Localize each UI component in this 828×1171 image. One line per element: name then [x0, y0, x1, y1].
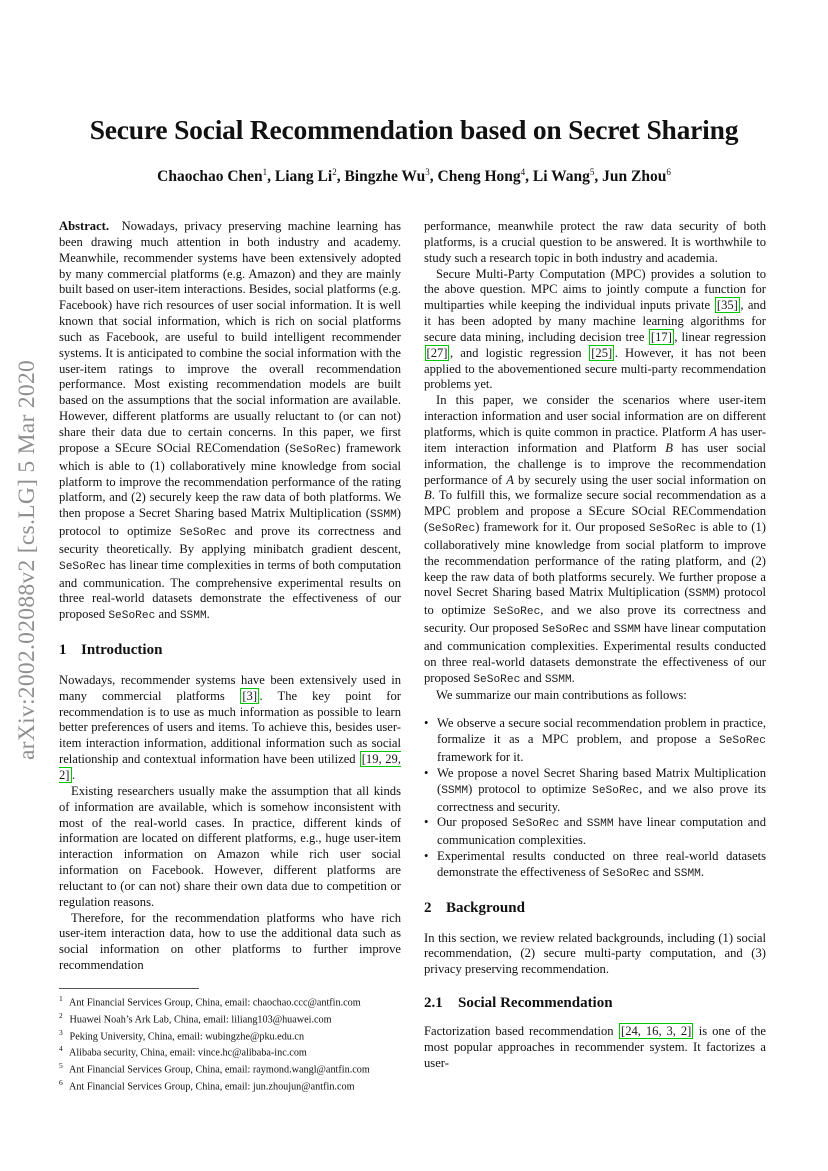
footnote: $^1$ Ant Financial Services Group, China, email: chaochao.ccc@antfin.com: [59, 993, 361, 1009]
list-item: • We observe a secure social recommendation problem in practice, formalize it as a MPC problem, and propose a SeSoRec framework for it.: [424, 716, 766, 764]
paper-title: Secure Social Recommendation based on Secret Sharing: [89, 114, 739, 145]
footnote: $^2$ Huawei Noah’s Ark Lab, China, email: liliang103@huawei.com: [59, 1010, 332, 1026]
list-item: • We propose a novel Secret Sharing based Matrix Multiplication (SSMM) protocol to optimize SeSoRec, and we also prove its correctness and security.: [424, 765, 766, 814]
bullet-icon: •: [424, 765, 429, 780]
citation-link[interactable]: [17]: [650, 329, 672, 344]
list-item: • Our proposed SeSoRec and SSMM have linear computation and communication complexities.: [424, 815, 766, 848]
bullet-icon: •: [424, 815, 429, 830]
footnote: $^3$ Peking University, China, email: wubingzhe@pku.edu.cn: [59, 1027, 305, 1042]
citation-link[interactable]: [35]: [716, 298, 738, 313]
author: Cheng Hong: [437, 168, 521, 186]
contribution-list: [424, 716, 766, 882]
list-item: • Experimental results conducted on three real-world datasets demonstrate the effectiveness of SeSoRec and SSMM.: [424, 849, 766, 880]
bullet-icon: •: [424, 849, 429, 864]
footnote-rule: [59, 988, 199, 989]
body-paragraph: In this paper, we consider the scenarios where user-item interaction information and user social information are on different platforms, which is quite common in practice. Platform A has user-item interaction information and Platform B has user social information, the challenge is to improve the recommendation performance of A by securely using the user social information on B. To fulfill this, we formalize secure social recommendation as a MPC problem and propose a SEcure SOcial RECommendation (SeSoRec) framework for it. Our proposed SeSoRec is able to (1) collaboratively mine knowledge from social platform to improve the recommendation performance of the rating platform, and (2) keep the raw data of both platforms securely. We further propose a novel Secret Sharing based Matrix Multiplication (SSMM) protocol to optimize SeSoRec, and we also prove its correctness and security. Our proposed SeSoRec and SSMM have linear computation and communication complexities. Experimental results conducted on three real-world datasets demonstrate the effectiveness of our proposed SeSoRec and SSMM.: [424, 393, 767, 686]
body-paragraph: Factorization based recommendation [24, 16, 3, 2] is one of the most popular approaches in recommender system. It factorizes a user-: [424, 1023, 766, 1070]
arxiv-side-stamp: arXiv:2002.02088v2 [cs.LG] 5 Mar 2020: [14, 359, 40, 761]
citation-link[interactable]: [3]: [242, 688, 258, 703]
intro-paragraph: Nowadays, recommender systems have been extensively used in many commercial platforms [3] . The key point for recommendation is to use as much information as possible to learn better preferences of users and items. To achieve this, besides user-item interaction information, additional information such as social relationship and contextual information have been utilized [19, 29, 2] .: [59, 672, 402, 782]
author: Jun Zhou: [602, 168, 667, 186]
left-column: [59, 219, 401, 1094]
body-paragraph: Secure Multi-Party Computation (MPC) provides a solution to the above question. MPC aims to jointly compute a function for multiparties while keeping the individual inputs private [35] , and it has been adopted by many machine learning algorithms for secure data mining, including decision tree [17] , linear regression [27] , and logistic regression [25] . However, it has not been applied to the abovementioned secure multi-party recommendation problems yet.: [424, 266, 767, 392]
body-paragraph: We summarize our main contributions as follows:: [436, 688, 687, 703]
author: Liang Li: [274, 168, 333, 186]
section-heading-introduction: 1 Introduction: [59, 642, 163, 659]
intro-paragraph: Therefore, for the recommendation platforms who have rich user-item interaction data, how to use the additional data such as social information on other platforms to further improve recommendation: [59, 910, 401, 973]
footnote: $^6$ Ant Financial Services Group, China, email: jun.zhoujun@antfin.com: [59, 1077, 355, 1093]
author: Bingzhe Wu: [344, 168, 426, 186]
author-list: Chaochao Chen$^1$, Liang Li$^2$, Bingzhe Wu$^3$, Cheng Hong$^4$, Li Wang$^5$, Jun Zhou$^6$: [157, 167, 671, 186]
subsection-heading-social-recommendation: 2.1 Social Recommendation: [424, 995, 613, 1012]
section-heading-background: 2 Background: [424, 899, 525, 916]
right-column: [424, 219, 766, 1072]
bullet-icon: •: [424, 716, 429, 731]
citation-link[interactable]: [25]: [591, 345, 613, 360]
abstract: Abstract. Nowadays, privacy preserving machine learning has been drawing much attention in both industry and academy. Meanwhile, recommender systems have been extensively adopted by many commercial platforms (e.g. Amazon) and they are mainly built based on user-item interactions. Besides, social platforms (e.g. Facebook) have rich resources of user social information. It is well known that social information, which is rich on social platforms such as Facebook, are useful to build intelligent recommender systems. It is anticipated to combine the social information with the user-item ratings to improve the overall recommendation performance. Most existing recommendation models are built based on the assumptions that the social information are available. However, different platforms are usually reluctant to (or can not) share their data due to certain concerns. In this paper, we first propose a SEcure SOcial REComendation (SeSoRec) framework which is able to (1) collaboratively mine knowledge from social platform to improve the recommendation performance of the rating platform, and (2) securely keep the raw data of both platforms. We then propose a Secret Sharing based Matrix Multiplication (SSMM) protocol to optimize SeSoRec and prove its correctness and security theoretically. By applying minibatch gradient descent, SeSoRec has linear time complexities in terms of both computation and communication. The comprehensive experimental results on three real-world datasets demonstrate the effectiveness of our proposed SeSoRec and SSMM.: [59, 219, 402, 623]
citation-link[interactable]: [19, 29, 2]: [59, 752, 402, 782]
intro-paragraph: Existing researchers usually make the assumption that all kinds of information are available, which is somehow inconsistent with most of the real-world cases. In practice, different kinds of information are located on different platforms, e.g., huge user-item interaction information on Amazon while rich user social information on Facebook. However, different platforms are reluctant to (or can not) share their own data due to competition or regulation reasons.: [59, 783, 401, 909]
footnote: $^5$ Ant Financial Services Group, China, email: raymond.wangl@antfin.com: [59, 1061, 370, 1076]
citation-link[interactable]: [27]: [426, 345, 448, 360]
body-paragraph: In this section, we review related backgrounds, including (1) social recommendation, (2) secure multi-party computation, and (3) privacy preserving recommendation.: [424, 930, 766, 977]
citation-link[interactable]: [24, 16, 3, 2]: [621, 1023, 692, 1038]
author: Li Wang: [532, 168, 590, 186]
author: Chaochao Chen: [157, 168, 263, 186]
footnote: $^4$ Alibaba security, China, email: vince.hc@alibaba-inc.com: [59, 1044, 307, 1059]
body-paragraph: performance, meanwhile protect the raw data security of both platforms, is a crucial question to be answered. It is worthwhile to study such a research topic in both industry and academia.: [424, 219, 766, 265]
